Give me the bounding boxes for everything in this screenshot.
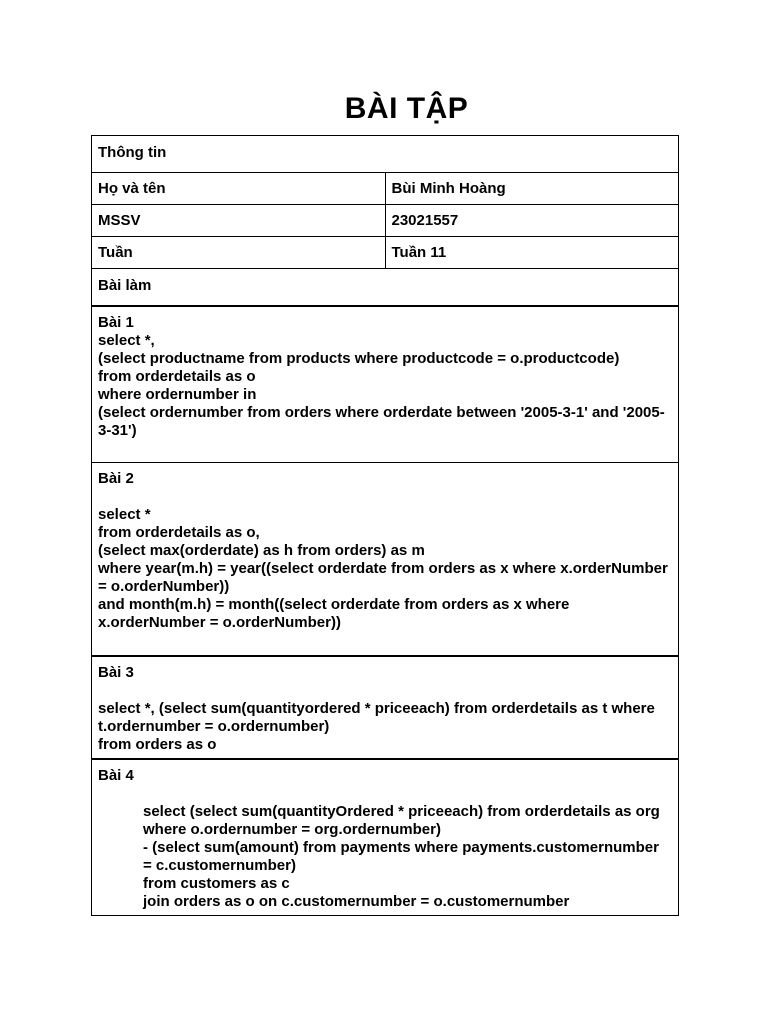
exercise-2-cell bbox=[92, 463, 679, 656]
exercise-1-row bbox=[92, 306, 679, 463]
exercise-3-cell bbox=[92, 656, 679, 759]
value-student-id: 23021557 bbox=[385, 205, 679, 237]
label-student-id: MSSV bbox=[92, 205, 386, 237]
exercise-1-code: select *, (select productname from products where productcode = o.productcode) from orderdetails as o where ordernumber in (select ordernumber from orders where orderdate between '2005-3-1' and '2005-3-31') bbox=[98, 331, 665, 439]
info-heading: Thông tin bbox=[92, 136, 679, 173]
exercise-2-code: select * from orderdetails as o, (select max(orderdate) as h from orders) as m where year(m.h) = year((select orderdate from orders as x where x.orderNumber = o.orderNumber)) and month(m.h) = month((select orderdate from orders as x where x.orderNumber = o.orderNumber)) bbox=[98, 506, 668, 631]
exercise-1-title: Bài 1 bbox=[98, 313, 134, 331]
label-full-name: Họ và tên bbox=[92, 173, 386, 205]
exercise-4-cell bbox=[92, 759, 679, 916]
value-week: Tuần 11 bbox=[385, 237, 679, 269]
exercise-2-title: Bài 2 bbox=[98, 470, 134, 487]
info-row-student-id bbox=[92, 205, 679, 237]
assignment-table bbox=[91, 135, 679, 916]
label-week: Tuần bbox=[92, 237, 386, 269]
exercise-4-title: Bài 4 bbox=[98, 766, 134, 784]
exercise-2-row bbox=[92, 463, 679, 656]
exercise-3-row bbox=[92, 656, 679, 759]
work-heading: Bài làm bbox=[92, 269, 679, 306]
exercise-3-code: select *, (select sum(quantityordered * priceeach) from orderdetails as t where t.ordernumber = o.ordernumber) from orders as o bbox=[98, 699, 655, 753]
exercise-1-cell bbox=[92, 306, 679, 463]
document-title: BÀI TẬP bbox=[344, 92, 469, 125]
value-full-name: Bùi Minh Hoàng bbox=[385, 173, 679, 205]
exercise-4-code: select (select sum(quantityOrdered * priceeach) from orderdetails as org where o.ordernumber = org.ordernumber) - (select sum(amount) from payments where payments.customernumber = c.customernumber) from customers as c join orders as o on c.customernumber = o.customernumber bbox=[143, 802, 660, 910]
exercise-3-title: Bài 3 bbox=[98, 663, 134, 681]
info-row-week bbox=[92, 237, 679, 269]
exercise-4-row bbox=[92, 759, 679, 916]
info-row-name bbox=[92, 173, 679, 205]
